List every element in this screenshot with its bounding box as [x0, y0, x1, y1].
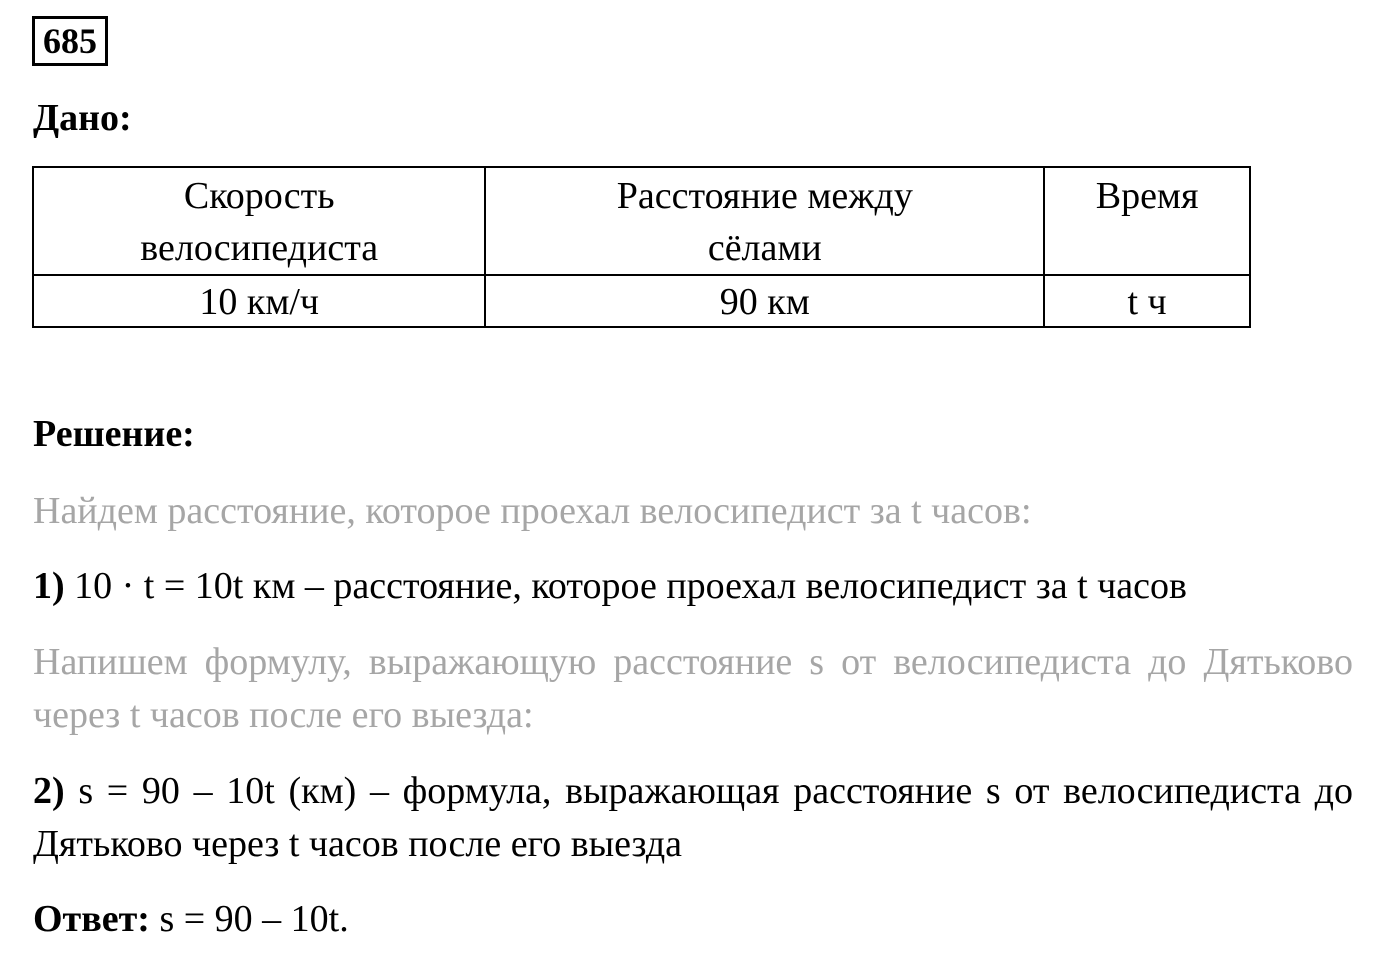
answer-label: Ответ:: [33, 898, 150, 940]
table-value-row: [33, 275, 1250, 327]
answer: [33, 893, 1353, 946]
hint-2: Напишем формулу, выражающую расстояние s от велосипедиста до Дятьково через t часов после его выезда:: [33, 641, 1353, 736]
hint-1: Найдем расстояние, которое проехал велосипедист за t часов:: [33, 490, 1032, 532]
answer-text: s = 90 – 10t.: [159, 898, 349, 940]
given-heading: Дано:: [33, 97, 132, 139]
step-2: [33, 765, 1353, 871]
header-speed: [33, 167, 485, 275]
step-1: [33, 560, 1353, 613]
header-time-line-1: Время: [1095, 175, 1199, 217]
solution-heading: Решение:: [33, 413, 195, 455]
header-distance-line-1: Расстояние между: [616, 175, 913, 217]
value-speed: 10 км/ч: [33, 275, 485, 327]
problem-number: 685: [32, 16, 108, 66]
table-header-row: [33, 167, 1250, 275]
given-table: [32, 166, 1251, 328]
step-1-text: 10 · t = 10t км – расстояние, которое проехал велосипедист за t часов: [74, 565, 1187, 607]
header-speed-line-2: велосипедиста: [140, 227, 379, 269]
step-2-number: 2): [33, 770, 65, 812]
header-speed-line-1: Скорость: [183, 175, 335, 217]
header-distance: [485, 167, 1044, 275]
header-distance-line-2: сёлами: [707, 227, 822, 269]
header-time: [1044, 167, 1250, 275]
step-1-number: 1): [33, 565, 65, 607]
value-time: t ч: [1044, 275, 1250, 327]
step-2-text: s = 90 – 10t (км) – формула, выражающая расстояние s от велосипедиста до Дятьково через t часов после его выезда: [33, 770, 1354, 865]
value-distance: 90 км: [485, 275, 1044, 327]
